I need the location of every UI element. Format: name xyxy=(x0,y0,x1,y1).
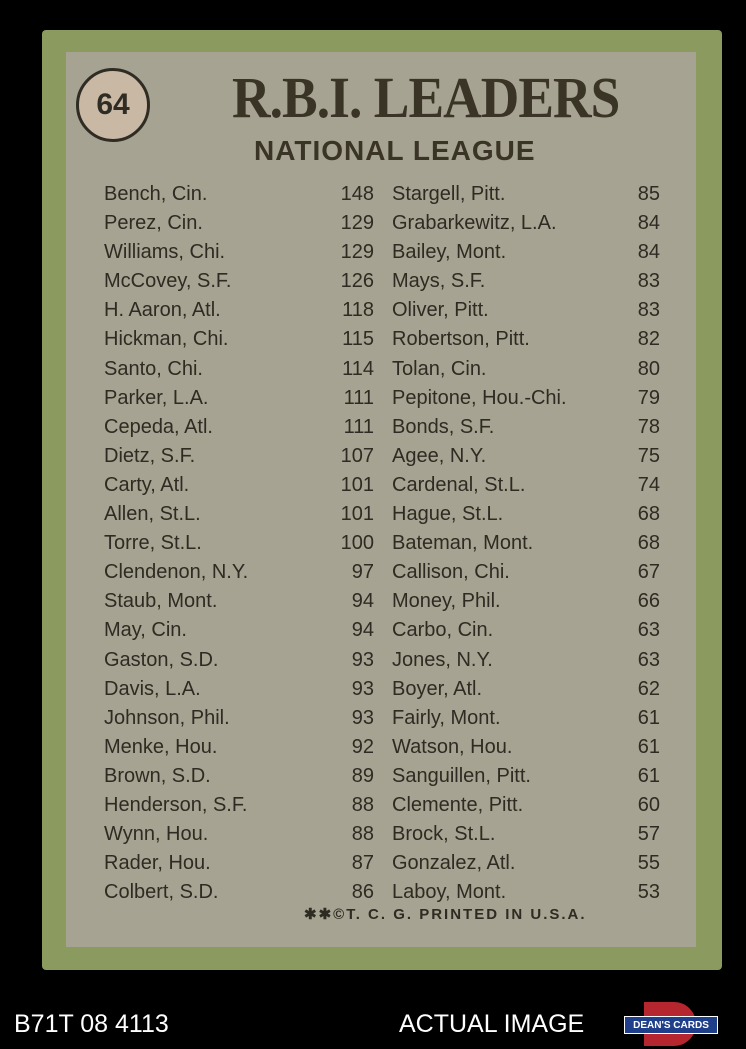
player-name: Agee, N.Y. xyxy=(392,444,487,467)
leader-row xyxy=(392,442,660,471)
leader-row xyxy=(104,675,374,704)
player-name: Parker, L.A. xyxy=(104,386,209,409)
leader-row xyxy=(392,267,660,296)
rbi-value: 111 xyxy=(343,386,374,409)
rbi-value: 66 xyxy=(637,590,660,613)
player-name: Wynn, Hou. xyxy=(104,823,209,846)
rbi-value: 78 xyxy=(637,415,660,438)
player-name: Hague, St.L. xyxy=(392,503,504,526)
card-subtitle: NATIONAL LEAGUE xyxy=(254,135,536,166)
player-name: Davis, L.A. xyxy=(104,677,201,700)
item-code-label: B71T 08 4113 xyxy=(14,1010,169,1038)
card-number: 64 xyxy=(96,88,130,121)
rbi-value: 74 xyxy=(637,473,660,496)
rbi-value: 60 xyxy=(637,793,660,816)
player-name: Clemente, Pitt. xyxy=(392,793,524,816)
leader-row xyxy=(392,820,660,849)
rbi-value: 129 xyxy=(340,212,374,235)
leader-row xyxy=(104,500,374,529)
leader-row xyxy=(392,355,660,384)
rbi-value: 88 xyxy=(351,823,374,846)
player-name: Dietz, S.F. xyxy=(104,444,196,467)
player-name: Bonds, S.F. xyxy=(392,415,495,438)
player-name: Watson, Hou. xyxy=(392,735,513,758)
rbi-value: 118 xyxy=(342,299,374,322)
rbi-value: 61 xyxy=(637,735,660,758)
leader-row xyxy=(104,180,374,209)
player-name: May, Cin. xyxy=(104,619,187,642)
player-name: Gaston, S.D. xyxy=(104,648,219,671)
player-name: Perez, Cin. xyxy=(104,212,203,235)
rbi-value: 61 xyxy=(637,706,660,729)
leaders-list-left xyxy=(104,180,374,907)
rbi-value: 92 xyxy=(351,735,374,758)
rbi-value: 85 xyxy=(637,183,660,205)
player-name: Brown, S.D. xyxy=(104,764,211,787)
card-title: R.B.I. LEADERS xyxy=(232,65,620,130)
leader-row xyxy=(104,733,374,762)
rbi-value: 68 xyxy=(637,532,660,555)
logo-text: DEAN'S CARDS xyxy=(633,1019,709,1031)
player-name: Brock, St.L. xyxy=(392,823,496,846)
leader-row xyxy=(392,471,660,500)
player-name: Boyer, Atl. xyxy=(392,677,483,700)
leader-row xyxy=(392,384,660,413)
leader-row xyxy=(104,558,374,587)
player-name: Jones, N.Y. xyxy=(392,648,493,671)
rbi-value: 111 xyxy=(343,415,374,438)
rbi-value: 63 xyxy=(637,619,660,642)
rbi-value: 68 xyxy=(637,503,660,526)
rbi-value: 97 xyxy=(351,561,374,584)
player-name: Robertson, Pitt. xyxy=(392,328,530,351)
player-name: Johnson, Phil. xyxy=(104,706,230,729)
leader-row xyxy=(392,209,660,238)
leader-row xyxy=(104,791,374,820)
leader-row xyxy=(104,267,374,296)
player-name: Clendenon, N.Y. xyxy=(104,561,249,584)
actual-image-label: ACTUAL IMAGE xyxy=(399,1010,585,1038)
leader-row xyxy=(104,762,374,791)
leader-row xyxy=(392,733,660,762)
leader-row xyxy=(104,704,374,733)
leader-row xyxy=(104,209,374,238)
player-name: Mays, S.F. xyxy=(392,270,486,293)
leader-row xyxy=(104,616,374,645)
leader-row xyxy=(104,849,374,878)
leader-row xyxy=(392,878,660,907)
rbi-value: 94 xyxy=(351,590,374,613)
leader-row xyxy=(392,325,660,354)
player-name: Fairly, Mont. xyxy=(392,706,501,729)
player-name: Money, Phil. xyxy=(392,590,501,613)
deans-cards-logo xyxy=(624,1002,718,1046)
leader-row xyxy=(104,238,374,267)
copyright-note: ✱✱©T. C. G. PRINTED IN U.S.A. xyxy=(304,906,587,923)
rbi-value: 84 xyxy=(637,241,660,264)
player-name: Sanguillen, Pitt. xyxy=(392,764,531,787)
rbi-value: 93 xyxy=(351,648,374,671)
leader-row xyxy=(104,820,374,849)
leader-row xyxy=(104,878,374,907)
rbi-value: 126 xyxy=(340,270,374,293)
player-name: Menke, Hou. xyxy=(104,735,218,758)
rbi-value: 87 xyxy=(351,852,374,875)
logo-banner xyxy=(624,1016,718,1034)
player-name: Santo, Chi. xyxy=(104,357,203,380)
rbi-value: 82 xyxy=(637,328,660,351)
leader-row xyxy=(392,587,660,616)
rbi-value: 114 xyxy=(342,357,374,380)
leader-row xyxy=(392,296,660,325)
rbi-value: 88 xyxy=(351,793,374,816)
leader-row xyxy=(392,180,660,209)
rbi-value: 75 xyxy=(637,444,660,467)
rbi-value: 93 xyxy=(351,706,374,729)
player-name: Williams, Chi. xyxy=(104,241,226,264)
rbi-value: 79 xyxy=(637,386,660,409)
rbi-value: 67 xyxy=(637,561,660,584)
player-name: Rader, Hou. xyxy=(104,852,211,875)
rbi-value: 63 xyxy=(637,648,660,671)
rbi-value: 101 xyxy=(340,473,374,496)
player-name: Colbert, S.D. xyxy=(104,881,219,904)
rbi-value: 61 xyxy=(637,764,660,787)
leader-row xyxy=(392,646,660,675)
player-name: Bateman, Mont. xyxy=(392,532,534,555)
rbi-value: 94 xyxy=(351,619,374,642)
rbi-value: 62 xyxy=(637,677,660,700)
leader-row xyxy=(104,471,374,500)
leader-row xyxy=(104,355,374,384)
player-name: Bailey, Mont. xyxy=(392,241,507,264)
player-name: H. Aaron, Atl. xyxy=(104,299,221,322)
rbi-value: 93 xyxy=(351,677,374,700)
leader-row xyxy=(104,325,374,354)
player-name: Cardenal, St.L. xyxy=(392,473,526,496)
player-name: Stargell, Pitt. xyxy=(392,183,506,205)
leader-row xyxy=(392,675,660,704)
rbi-value: 83 xyxy=(637,299,660,322)
player-name: Gonzalez, Atl. xyxy=(392,852,516,875)
rbi-value: 80 xyxy=(637,357,660,380)
rbi-value: 100 xyxy=(340,532,374,555)
leader-row xyxy=(392,616,660,645)
player-name: Laboy, Mont. xyxy=(392,881,507,904)
player-name: Torre, St.L. xyxy=(104,532,202,555)
player-name: Bench, Cin. xyxy=(104,183,208,205)
leader-row xyxy=(104,646,374,675)
leader-row xyxy=(104,529,374,558)
rbi-value: 115 xyxy=(342,328,374,351)
rbi-value: 84 xyxy=(637,212,660,235)
player-name: Carbo, Cin. xyxy=(392,619,494,642)
rbi-value: 83 xyxy=(637,270,660,293)
leaders-list-right xyxy=(392,180,660,907)
player-name: Cepeda, Atl. xyxy=(104,415,213,438)
leader-row xyxy=(392,500,660,529)
player-name: Tolan, Cin. xyxy=(392,357,487,380)
player-name: Grabarkewitz, L.A. xyxy=(392,212,557,235)
player-name: Staub, Mont. xyxy=(104,590,218,613)
leader-row xyxy=(392,704,660,733)
player-name: Pepitone, Hou.-Chi. xyxy=(392,386,567,409)
leader-row xyxy=(392,558,660,587)
rbi-value: 55 xyxy=(637,852,660,875)
leader-row xyxy=(392,762,660,791)
rbi-value: 53 xyxy=(637,881,660,904)
rbi-value: 107 xyxy=(340,444,374,467)
card-number-badge xyxy=(76,68,150,142)
player-name: Allen, St.L. xyxy=(104,503,201,526)
player-name: Oliver, Pitt. xyxy=(392,299,489,322)
leader-row xyxy=(392,791,660,820)
leader-row xyxy=(104,296,374,325)
player-name: Carty, Atl. xyxy=(104,473,190,496)
player-name: Hickman, Chi. xyxy=(104,328,229,351)
leader-row xyxy=(392,413,660,442)
rbi-value: 89 xyxy=(351,764,374,787)
rbi-value: 148 xyxy=(340,183,374,205)
rbi-value: 129 xyxy=(340,241,374,264)
leader-row xyxy=(392,849,660,878)
leader-row xyxy=(392,238,660,267)
leader-row xyxy=(104,587,374,616)
leader-row xyxy=(104,384,374,413)
rbi-value: 86 xyxy=(351,881,374,904)
player-name: Henderson, S.F. xyxy=(104,793,248,816)
player-name: McCovey, S.F. xyxy=(104,270,232,293)
rbi-value: 57 xyxy=(637,823,660,846)
rbi-value: 101 xyxy=(340,503,374,526)
leader-row xyxy=(392,529,660,558)
player-name: Callison, Chi. xyxy=(392,561,510,584)
leader-row xyxy=(104,442,374,471)
leader-row xyxy=(104,413,374,442)
